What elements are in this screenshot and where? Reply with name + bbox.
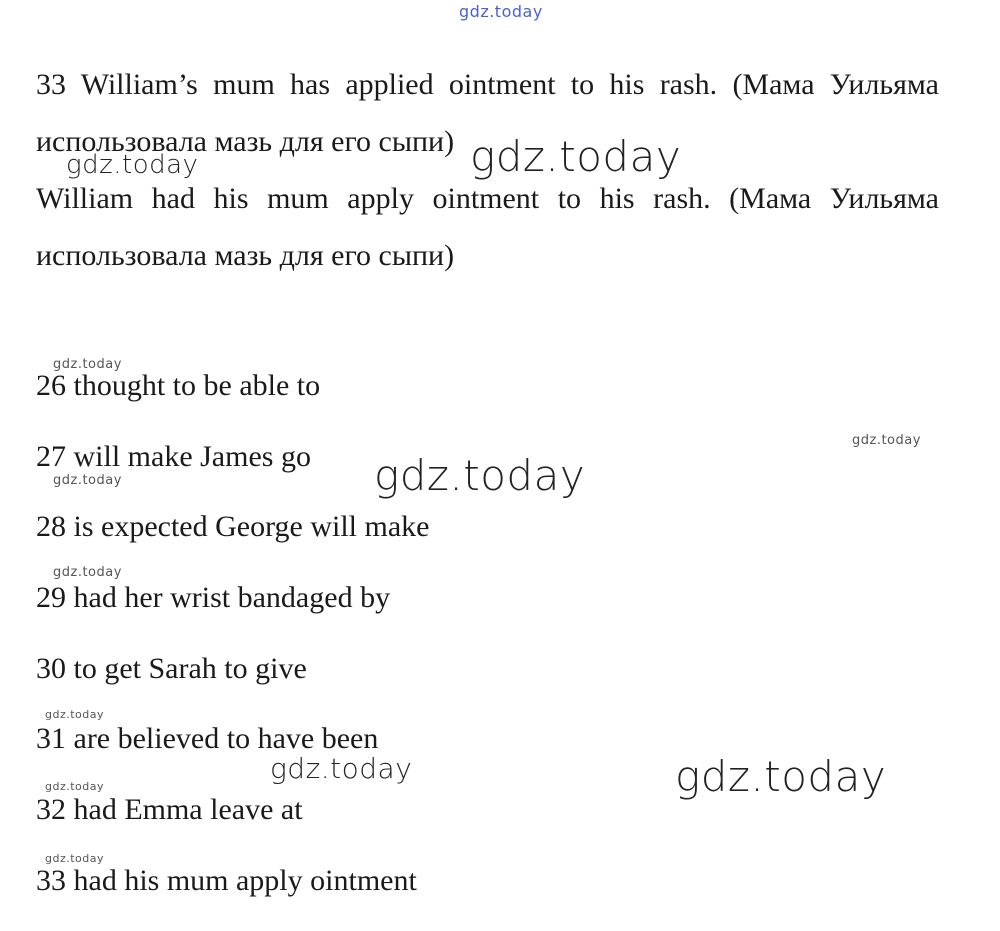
watermark-large-middle: gdz.today [374,451,586,500]
answer-item-29: 29 had her wrist bandaged by [36,581,391,614]
task-33-original-sentence: 33 William’s mum has applied ointment to his rash. (Мама Уильяма использовала мазь для его сыпи) [36,68,939,158]
answer-item-32: 32 had Emma leave at [36,793,303,826]
watermark-tiny-2: gdz.today [53,473,122,488]
watermark-top: gdz.today [459,2,543,21]
task-33-rewritten-sentence: William had his mum apply ointment to his rash. (Мама Уильяма использовала мазь для его сыпи) [36,182,939,272]
watermark-large-top: gdz.today [470,132,682,181]
watermark-small-left: gdz.today [66,150,199,180]
watermark-tiny-5: gdz.today [45,780,105,793]
watermark-tiny-6: gdz.today [45,852,105,865]
watermark-tiny-right: gdz.today [852,433,921,448]
watermark-large-bottom-right: gdz.today [675,752,887,801]
answer-item-33: 33 had his mum apply ointment [36,864,417,897]
watermark-tiny-3: gdz.today [53,565,122,580]
watermark-tiny-4: gdz.today [45,708,105,721]
answer-item-27: 27 will make James go [36,440,311,473]
answer-item-30: 30 to get Sarah to give [36,652,307,685]
answer-item-26: 26 thought to be able to [36,369,321,402]
watermark-medium-bottom: gdz.today [270,752,413,785]
answer-item-28: 28 is expected George will make [36,510,430,543]
answer-item-31: 31 are believed to have been [36,722,379,755]
watermark-tiny-1: gdz.today [53,357,122,372]
